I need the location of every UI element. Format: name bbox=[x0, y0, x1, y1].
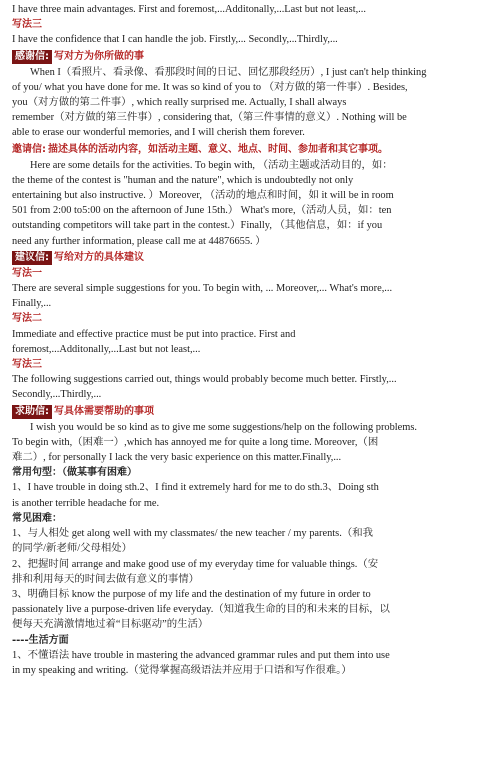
paragraph-line: the theme of the contest is "human and the nature", which is undoubtedly not only bbox=[12, 174, 354, 186]
paragraph-line: The following suggestions carried out, things would probably become much better. Firstly,... bbox=[12, 374, 397, 386]
help-letter-tag: 求助信: bbox=[12, 405, 52, 419]
paragraph-line: 便每天充满激情地过着“目标驱动”的生活） bbox=[12, 619, 209, 631]
help-letter-heading bbox=[12, 404, 472, 420]
paragraph-line: in my speaking and writing.（觉得掌握高级语法并应用于口语和写作很难。） bbox=[12, 664, 352, 676]
paragraph-line: need any further information, please call me at 44876655. ） bbox=[12, 235, 266, 247]
paragraph-line: There are several simple suggestions for you. To begin with, ... Moreover,... What's more,... bbox=[12, 283, 393, 295]
invitation-letter-heading bbox=[12, 142, 472, 158]
paragraph-line: I have three main advantages. First and foremost,...Additonally,...Last but not least,... bbox=[12, 4, 366, 15]
study-section-label: ----生活方面 bbox=[12, 634, 69, 646]
common-difficulties-label: 常见困难： bbox=[12, 512, 62, 524]
paragraph-line: entertaining but also instructive. ）Moreover, （活动的地点和时间，如 it will be in room bbox=[12, 190, 394, 202]
paragraph-line: remember（对方做的第三件事）, considering that,（第三件事情的意义）. Nothing will be bbox=[12, 112, 407, 124]
paragraph-line: 501 from 2:00 to5:00 on the afternoon of June 15th.） What's more,（活动人员，如：ten bbox=[12, 205, 392, 217]
suggestion-letter-tag: 建议信: bbox=[12, 251, 52, 265]
paragraph-line: 1、与人相处 get along well with my classmates/ the new teacher / my parents.（和我 bbox=[12, 528, 373, 540]
method-1-label: 写法一 bbox=[12, 267, 42, 279]
method-2-label: 写法二 bbox=[12, 313, 42, 325]
paragraph-line: Finally,... bbox=[12, 298, 52, 310]
paragraph-line: I have the confidence that I can handle the job. Firstly,... Secondly,...Thirdly,... bbox=[12, 34, 338, 46]
thanks-letter-heading bbox=[12, 49, 472, 65]
paragraph-line: 的同学/新老师/父母相处） bbox=[12, 543, 133, 555]
paragraph-line: foremost,...Additonally,...Last but not least,... bbox=[12, 343, 201, 355]
paragraph-line: 难二）, for personally I lack the very basic experience on this matter.Finally,... bbox=[12, 452, 342, 464]
paragraph-line: passionately live a purpose-driven life everyday.（知道我生命的目的和未来的目标，以 bbox=[12, 604, 390, 616]
paragraph-line: is another terrible headache for me. bbox=[12, 497, 160, 509]
method-3-label: 写法三 bbox=[12, 19, 42, 31]
paragraph-line: outstanding competitors will take part in the contest.）Finally, （其他信息，如：if you bbox=[12, 220, 383, 232]
paragraph-line: When I（看照片、看录像、看那段时间的日记、回忆那段经历）, I just can't help thinking bbox=[30, 66, 427, 78]
paragraph-line: able to erase our wonderful memories, and I will cherish them forever. bbox=[12, 127, 305, 139]
suggestion-letter-heading bbox=[12, 250, 472, 266]
invitation-letter-tag: 邀请信: bbox=[12, 143, 46, 155]
suggestion-letter-desc: 写给对方的具体建议 bbox=[54, 252, 144, 264]
paragraph-line: 2、把握时间 arrange and make good use of my everyday time for valuable things.（安 bbox=[12, 558, 379, 570]
thanks-letter-desc: 写对方为你所做的事 bbox=[54, 51, 144, 62]
method-3-label: 写法三 bbox=[12, 359, 42, 371]
paragraph-line: Immediate and effective practice must be put into practice. First and bbox=[12, 328, 296, 340]
paragraph-line: 排和利用每天的时间去做有意义的事情） bbox=[12, 573, 200, 585]
paragraph-line: To begin with,（困难一）,which has annoyed me for quite a long time. Moreover,（困 bbox=[12, 436, 379, 448]
paragraph-line: Here are some details for the activities. To begin with, （活动主题或活动目的，如： bbox=[30, 159, 393, 171]
help-letter-desc: 写具体需要帮助的事项 bbox=[54, 406, 154, 418]
invitation-letter-desc: 描述具体的活动内容，如活动主题、意义、地点、时间、参加者和其它事项。 bbox=[48, 144, 388, 156]
common-patterns-label: 常用句型：（做某事有困难） bbox=[12, 467, 137, 479]
paragraph-line: you（对方做的第二件事）, which really surprised me. Actually, I shall always bbox=[12, 97, 347, 109]
paragraph-line: of you/ what you have done for me. It was so kind of you to （对方做的第一件事）. Besides, bbox=[12, 81, 408, 93]
paragraph-line: 1、I have trouble in doing sth.2、I find it extremely hard for me to do sth.3、Doing sth bbox=[12, 482, 379, 494]
paragraph-line: I wish you would be so kind as to give me some suggestions/help on the following problems. bbox=[30, 421, 418, 433]
paragraph-line: 1、不懂语法 have trouble in mastering the advanced grammar rules and put them into use bbox=[12, 649, 390, 661]
paragraph-line: Secondly,...Thirdly,... bbox=[12, 389, 102, 401]
thanks-letter-tag: 感谢信: bbox=[12, 50, 52, 64]
paragraph-line: 3、明确目标 know the purpose of my life and the destination of my future in order to bbox=[12, 588, 371, 600]
